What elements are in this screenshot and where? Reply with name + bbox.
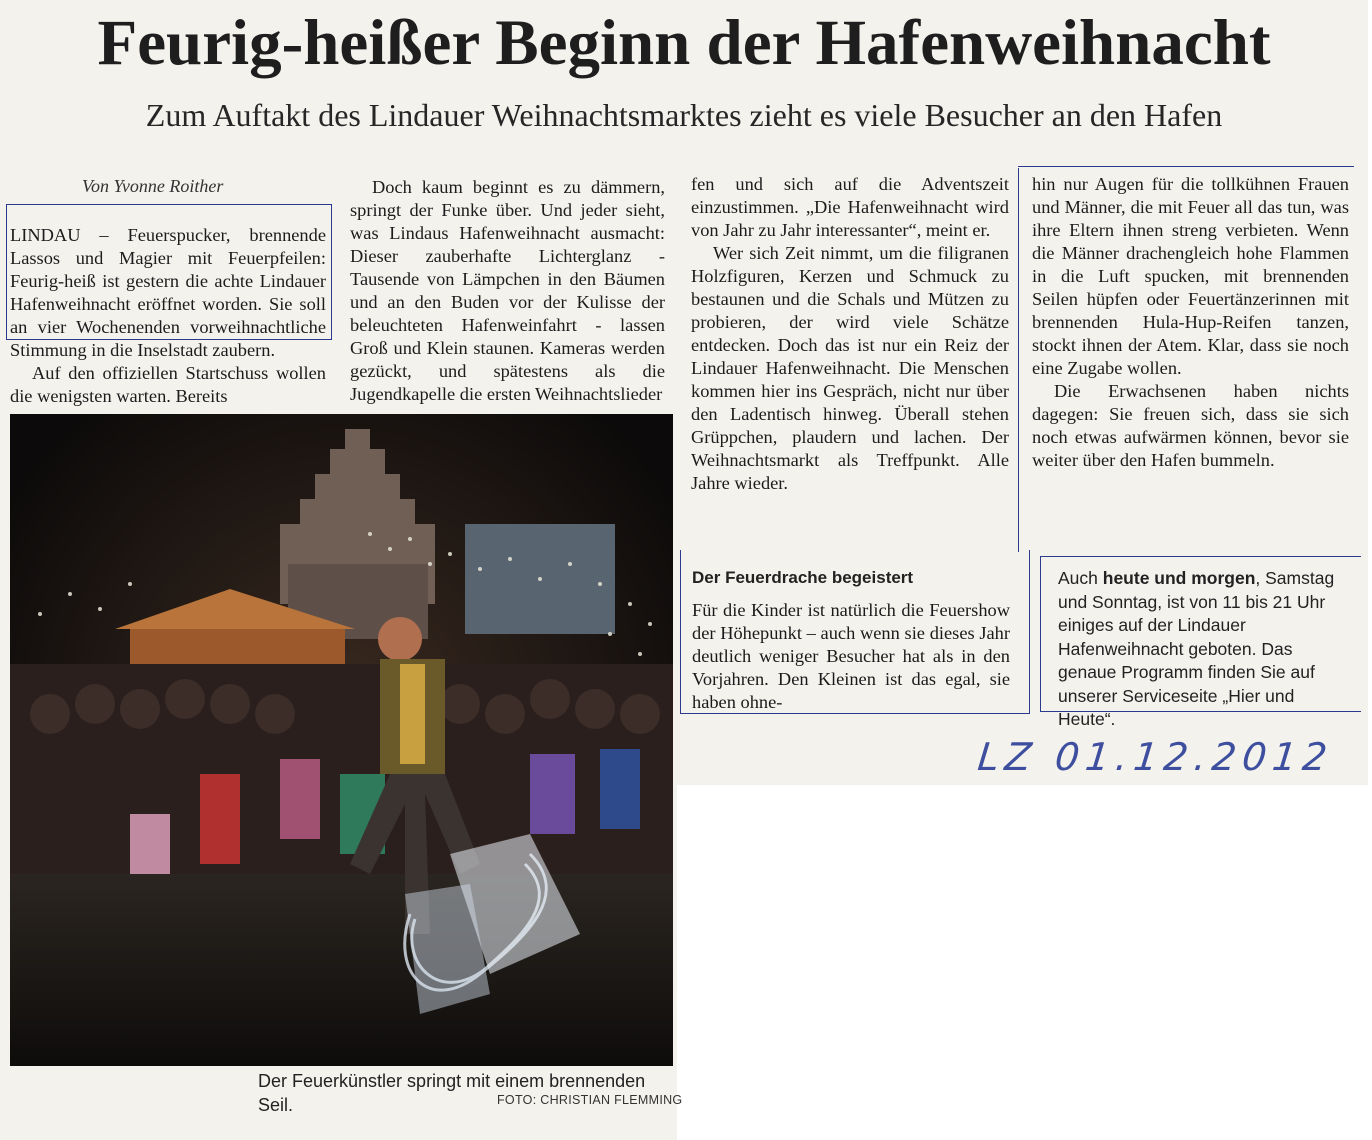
info-box bbox=[1058, 567, 1353, 732]
news-photo bbox=[10, 414, 673, 1066]
article-column-2 bbox=[350, 176, 665, 406]
article-column-4 bbox=[1032, 173, 1349, 472]
article-column-3 bbox=[691, 173, 1009, 495]
subheadline: Zum Auftakt des Lindauer Weihnachtsmarktes zieht es viele Besucher an den Hafen bbox=[145, 97, 1223, 133]
fire-artist-photo-illustration bbox=[10, 414, 673, 1066]
info-text: , Samstag und Sonntag, ist von 11 bis 21 Uhr einiges auf der Lindauer Hafenweihnacht geboten. Das genaue Programm finden Sie auf unserer Serviceseite „Hier und Heute“. bbox=[1058, 568, 1335, 729]
paragraph: Auf den offiziellen Startschuss wollen die wenigsten warten. Bereits bbox=[10, 363, 326, 406]
paragraph: fen und sich auf die Adventszeit einzustimmen. „Die Hafenweihnacht wird von Jahr zu Jahr interessanter“, meint er. bbox=[691, 174, 1009, 240]
paragraph: Doch kaum beginnt es zu dämmern, springt der Funke über. Und jeder sieht, was Lindaus Hafenweihnacht ausmacht: Dieser zauberhafte Lichterglanz - Tausende von Lämpchen in den Bäumen und an den Buden vor der Kulisse der beleuchteten Hafenweinfahrt - lassen Groß und Klein staunen. Kameras werden gezückt, und spätestens als die Jugendkapelle die ersten Weihnachtslieder bbox=[350, 177, 665, 404]
headline: Feurig-heißer Beginn der Hafenweihnacht bbox=[97, 7, 1271, 79]
photo-credit: FOTO: CHRISTIAN FLEMMING bbox=[497, 1093, 683, 1107]
article-column-3-lower bbox=[692, 566, 1010, 714]
paragraph: Wer sich Zeit nimmt, um die filigranen Holzfiguren, Kerzen und Schmuck zu bestaunen und die Schals und Mützen zu probieren, der wird viele Schätze entdecken. Doch das ist nur ein Reiz der Lindauer Hafenweihnacht. Die Menschen kommen hier ins Gespräch, nicht nur über den Ladentisch hinweg. Überall stehen Grüppchen, plaudern und lachen. Der Weihnachtsmarkt als Treffpunkt. Alle Jahre wieder. bbox=[691, 243, 1009, 493]
lead-continuation: Sie soll an vier Wochenenden vorweihnachtliche Stimmung in die Inselstadt zaubern. bbox=[10, 294, 326, 360]
lead-paragraph bbox=[10, 224, 326, 362]
info-emphasis: heute und morgen bbox=[1102, 568, 1256, 588]
info-text: Auch bbox=[1058, 568, 1103, 588]
paragraph: Für die Kinder ist natürlich die Feuershow der Höhepunkt – auch wenn sie dieses Jahr deutlich weniger Besucher hat als in den Vorjahren. Den Kleinen ist das egal, sie haben ohne- bbox=[692, 600, 1010, 712]
photo-caption: Der Feuerkünstler springt mit einem brennenden Seil. bbox=[258, 1071, 646, 1115]
article-column-1 bbox=[10, 224, 326, 408]
lead-text: LINDAU – Feuerspucker, brennende Lassos und Magier mit Feuerpfeilen: Feurig-heiß ist gestern die achte Lindauer Hafenweihnacht eröffnet worden. bbox=[10, 225, 326, 314]
section-subhead: Der Feuerdrache begeistert bbox=[692, 568, 914, 587]
paragraph: hin nur Augen für die tollkühnen Frauen und Männer, die mit Feuer all das tun, was ihre Eltern ihnen streng verbieten. Wenn die Männer drachengleich hohe Flammen in die Luft spucken, mit brennenden Seilen hüpfen oder Feuertänzerinnen mit brennenden Hula-Hup-Reifen tanzen, stockt ihnen der Atem. Klar, dass sie noch eine Zugabe wollen. bbox=[1032, 174, 1349, 378]
paragraph: Die Erwachsenen haben nichts dagegen: Sie freuen sich, dass sie sich noch etwas aufwärmen können, bevor sie weiter über den Hafen bummeln. bbox=[1032, 381, 1349, 470]
handwritten-date-note: LZ 01.12.2012 bbox=[975, 735, 1336, 779]
byline: Von Yvonne Roither bbox=[82, 176, 224, 196]
